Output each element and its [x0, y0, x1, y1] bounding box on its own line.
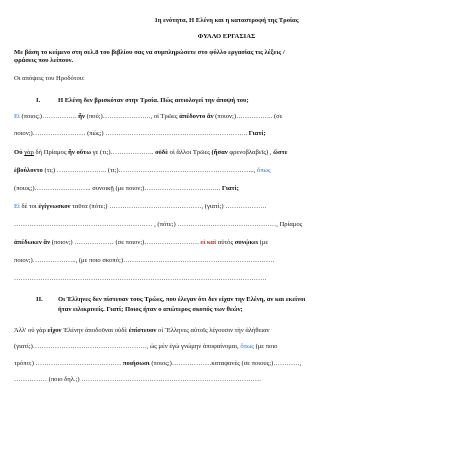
- s1-l1-f: (ποιον;)…………….. (σε: [213, 113, 283, 120]
- s1-line-9: ποιον;)……………….., (με ποιο σκοπό;)……………………………………………………………: [14, 257, 275, 264]
- s1-l4-c: ὅπως: [257, 167, 271, 174]
- s1-l3-h: (ἦσαν: [211, 149, 228, 156]
- instructions-line-2: φράσεις που λείπουν.: [14, 57, 74, 64]
- s1-l8-c: εἰ καὶ: [200, 239, 217, 246]
- s1-l3-g: οἱ ἄλλοι Τρῶες: [168, 149, 212, 156]
- s1-line-8: [14, 239, 453, 247]
- s1-l1-d: (πού;)…………………., οἱ Τρῶες: [84, 113, 180, 120]
- s1-l3-d: ἦν οὕτω: [68, 149, 92, 156]
- s2-l3-a: τρόπο;) …………………………………: [14, 360, 123, 367]
- s2-l1-e: οἱ Ἕλληνες αὐτοῖς λέγουσιν τὴν ἀλήθειαν: [156, 327, 270, 334]
- s1-l3-i: φρενοβλαβεῖς) ,: [227, 149, 274, 156]
- s1-l3-c: δὴ Πρίαμος: [33, 149, 69, 156]
- s2-l1-a: Ἀλλ' οὐ γὰρ: [14, 327, 48, 334]
- s1-line-10: …………………………………………………………………………………………………….: [14, 275, 267, 282]
- intro-line: Οι απόψεις του Ηροδότου:: [14, 75, 85, 82]
- s1-l3-j: ὥστε: [273, 149, 288, 156]
- s1-l6-a: Εἰ: [14, 203, 20, 210]
- section-2-number: II.: [36, 296, 43, 303]
- s1-l3-b: γὰρ: [24, 149, 34, 156]
- s2-l2-c: (με ποιο: [253, 343, 278, 350]
- s1-l6-c: ἐγίγνωσκον: [38, 203, 71, 210]
- s1-l2-a: ποιον;)…………………… (πώς;) ………………………………………………………..: [14, 130, 249, 137]
- s1-l8-d: αὐτὸς: [216, 239, 235, 246]
- s1-l3-a: Οὐ: [14, 149, 25, 156]
- section-2-heading-text-1: Οι Έλληνες δεν πίστευαν τους Τρώες, που έλεγαν ότι δεν είχαν την Ελένη, αν και εκείνοι: [58, 296, 306, 303]
- s1-l8-f: (με: [258, 239, 269, 246]
- section-2-heading-1: [36, 296, 453, 304]
- section-1-heading: [36, 97, 453, 105]
- section-1-heading-text: Η Ελένη δεν βρισκόταν στην Τροία. Πώς αιτιολογεί την άποψή του;: [58, 97, 249, 104]
- s1-l8-a: ἀπέδωκεν ἂν: [14, 239, 51, 246]
- s2-l2-a: (γιατί;)……………………………………………., ὡς μὲν ἐγὼ γνώμην ἀποφαίνομαι,: [14, 343, 241, 350]
- s2-line-4: …………… (ποιο δηλ.;) ……………………………………………………………………….: [14, 376, 261, 383]
- s1-line-4: [14, 167, 453, 175]
- page-subtitle: ΦΥΛΛΟ ΕΡΓΑΣΙΑΣ: [197, 33, 256, 40]
- s2-l1-d: ἐπίστευον: [128, 327, 157, 334]
- s2-line-3: [14, 360, 453, 368]
- s1-l1-c: ἦν: [78, 113, 85, 120]
- page-title: 1η ενότητα, Η Ελένη και η καταστροφή της Τροίας: [154, 17, 299, 24]
- s1-l3-f: οὐδὲ: [155, 149, 169, 156]
- s1-l2-b: Γιατί;: [248, 130, 266, 137]
- s2-l3-c: (ποιος;)………………καταφανὲς (σε ποιους;)…………,: [149, 360, 302, 367]
- s1-line-3: [14, 149, 453, 157]
- s1-l4-b: (τι;) ………………….. (τι;)……………………………………………………..,: [42, 167, 258, 174]
- section-1-number: I.: [36, 97, 41, 104]
- s1-line-1: [14, 113, 453, 121]
- s1-l6-d: ταῦτα (πότε;) ……………………………………, (γιατί;) ……………….: [70, 203, 267, 210]
- s1-l4-a: ἐβούλοντο: [14, 167, 43, 174]
- s1-l6-b: δὲ τοι: [19, 203, 39, 210]
- s2-l3-b: ποιήσωσι: [122, 360, 150, 367]
- s1-l3-e: γε (τι;)………………..: [91, 149, 156, 156]
- s1-l8-b: (ποιον;) ……………… (σε ποιον;)…………………….: [50, 239, 201, 246]
- section-2-heading-2: ήταν ειλικρινείς. Γιατί; Ποιος ήταν ο απώτερος σκοπός των θεών;: [58, 306, 243, 313]
- s1-l1-e: ἀπέδοντο ἂν: [179, 113, 214, 120]
- s2-l1-c: Ἑλένην ἀποδοῦναι οὐδὲ: [61, 327, 129, 334]
- s2-line-1: [14, 327, 453, 335]
- s1-line-5: [14, 185, 453, 193]
- s1-l1-a: Εἰ: [14, 113, 20, 120]
- s1-line-6: [14, 203, 453, 211]
- s1-l5-b: Γιατί;: [221, 185, 239, 192]
- s1-l1-b: (ποιος;)…………….: [19, 113, 79, 120]
- s1-line-2: [14, 130, 453, 138]
- instructions-line-1: Με βάση το κείμενο στη σελ.8 του βιβλίου σας να συμπληρώσετε στο φύλλο εργασίας τις λέξεις /: [14, 49, 285, 56]
- s1-line-7: ……………………………………………………… , (πότε;) ………………………………………, Πρίαμος: [14, 221, 303, 228]
- s2-line-2: [14, 343, 453, 351]
- s2-l1-b: εἶχον: [47, 327, 62, 334]
- s1-l8-e: συνῴκει: [234, 239, 259, 246]
- s1-l5-a: (ποιος;)…………………….. συνοικῇ (με ποιον;)……………………………..: [14, 185, 222, 192]
- s2-l2-b: ὅπως: [240, 343, 254, 350]
